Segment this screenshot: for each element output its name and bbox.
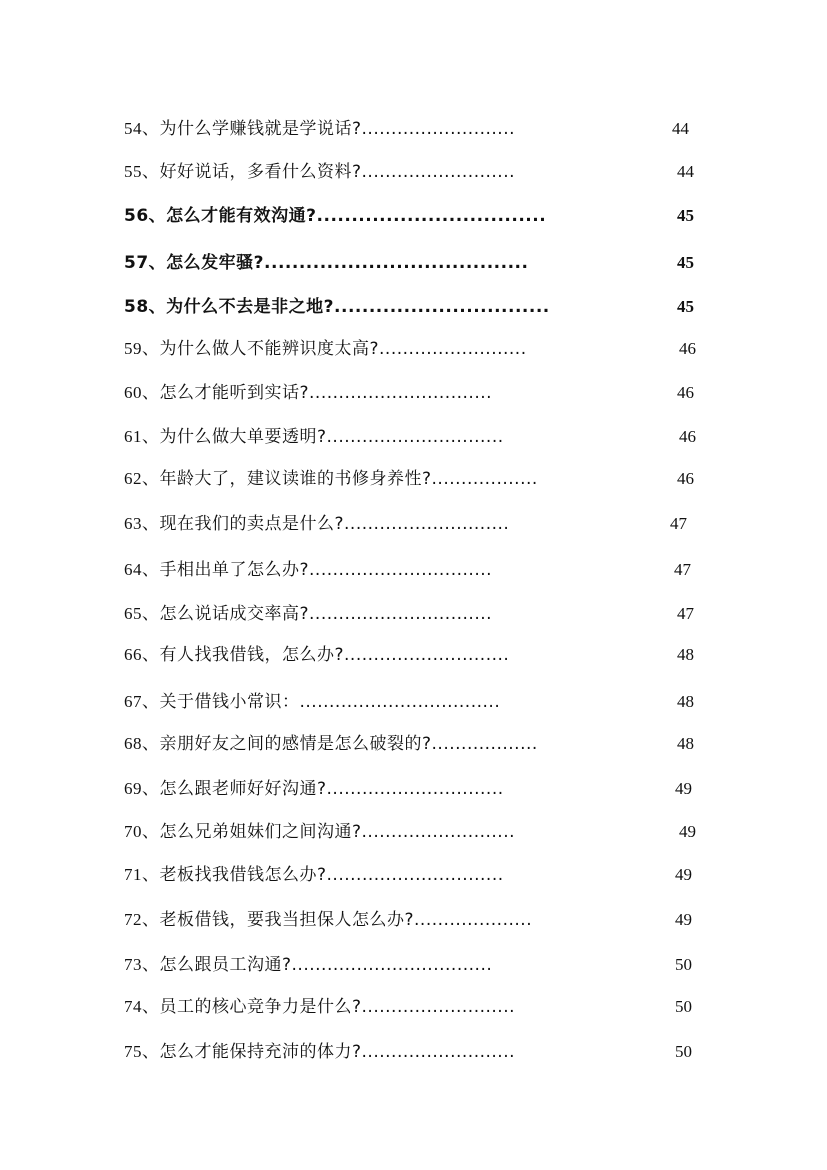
toc-entry-text: 关于借钱小常识：.................................. bbox=[159, 692, 501, 712]
toc-entry-title: 60、怎么才能听到实话?............................... bbox=[124, 383, 493, 403]
toc-entry-text: 怎么跟员工沟通?.................................. bbox=[159, 955, 493, 975]
toc-entry bbox=[124, 950, 704, 980]
toc-entry-text: 手相出单了怎么办?............................... bbox=[159, 560, 493, 580]
toc-entry-number: 67 bbox=[124, 692, 142, 711]
toc-entry-number: 68 bbox=[124, 734, 142, 753]
toc-entry bbox=[124, 555, 704, 585]
toc-entry bbox=[124, 378, 704, 408]
toc-entry-page: 49 bbox=[675, 910, 692, 929]
toc-entry-title: 58、为什么不去是非之地?............................... bbox=[124, 297, 550, 317]
toc-entry bbox=[124, 422, 704, 452]
toc-entry-text: 怎么跟老师好好沟通?.............................. bbox=[159, 779, 504, 799]
toc-entry-number: 66 bbox=[124, 645, 142, 664]
toc-entry bbox=[124, 729, 704, 759]
toc-entry-title: 66、有人找我借钱，怎么办?............................ bbox=[124, 645, 510, 665]
toc-entry-number: 63 bbox=[124, 514, 142, 533]
toc-entry-page: 44 bbox=[677, 162, 694, 181]
toc-entry-text: 怎么兄弟姐妹们之间沟通?.......................... bbox=[159, 822, 516, 842]
toc-entry-title: 72、老板借钱，要我当担保人怎么办?.................... bbox=[124, 910, 533, 930]
toc-entry-number: 57 bbox=[124, 253, 149, 273]
toc-entry-number: 56 bbox=[124, 206, 149, 226]
toc-entry-title: 54、为什么学赚钱就是学说话?.......................... bbox=[124, 119, 516, 139]
toc-entry-text: 好好说话，多看什么资料?.......................... bbox=[159, 162, 516, 182]
toc-entry-number: 71 bbox=[124, 865, 142, 884]
toc-entry-title: 73、怎么跟员工沟通?.................................. bbox=[124, 955, 493, 975]
toc-entry-page: 44 bbox=[672, 119, 689, 138]
toc-entry bbox=[124, 1037, 704, 1067]
toc-entry bbox=[124, 599, 704, 629]
toc-entry-title: 67、关于借钱小常识：.................................. bbox=[124, 692, 501, 712]
toc-entry-page: 49 bbox=[675, 779, 692, 798]
toc-entry-text: 怎么说话成交率高?............................... bbox=[159, 604, 493, 624]
toc-entry-number: 58 bbox=[124, 297, 149, 317]
toc-entry bbox=[124, 640, 704, 670]
toc-entry-text: 老板找我借钱怎么办?.............................. bbox=[159, 865, 504, 885]
toc-entry-page: 50 bbox=[675, 1042, 692, 1061]
toc-entry-page: 45 bbox=[677, 297, 694, 316]
toc-entry-text: 怎么才能保持充沛的体力?.......................... bbox=[159, 1042, 516, 1062]
toc-entry-title: 62、年龄大了，建议读谁的书修身养性?.................. bbox=[124, 469, 538, 489]
toc-entry-page: 50 bbox=[675, 997, 692, 1016]
toc-entry bbox=[124, 292, 704, 322]
toc-entry-title: 68、亲朋好友之间的感情是怎么破裂的?.................. bbox=[124, 734, 538, 754]
toc-entry-title: 61、为什么做大单要透明?.............................. bbox=[124, 427, 504, 447]
toc-entry-number: 54 bbox=[124, 119, 142, 138]
toc-entry-title: 75、怎么才能保持充沛的体力?.......................... bbox=[124, 1042, 516, 1062]
toc-entry-title: 63、现在我们的卖点是什么?............................ bbox=[124, 514, 510, 534]
toc-entry-number: 72 bbox=[124, 910, 142, 929]
toc-entry-number: 69 bbox=[124, 779, 142, 798]
toc-entry-number: 74 bbox=[124, 997, 142, 1016]
toc-entry-number: 59 bbox=[124, 339, 142, 358]
toc-entry-text: 亲朋好友之间的感情是怎么破裂的?.................. bbox=[159, 734, 538, 754]
toc-entry-page: 46 bbox=[677, 469, 694, 488]
toc-entry-page: 50 bbox=[675, 955, 692, 974]
toc-entry-number: 61 bbox=[124, 427, 142, 446]
toc-entry bbox=[124, 157, 704, 187]
toc-entry bbox=[124, 464, 704, 494]
toc-entry-text: 为什么做大单要透明?.............................. bbox=[159, 427, 504, 447]
toc-entry-number: 55 bbox=[124, 162, 142, 181]
toc-entry-number: 65 bbox=[124, 604, 142, 623]
toc-entry-text: 员工的核心竞争力是什么?.......................... bbox=[159, 997, 516, 1017]
toc-entry-text: 现在我们的卖点是什么?............................ bbox=[159, 514, 510, 534]
toc-entry bbox=[124, 509, 704, 539]
toc-entry-number: 60 bbox=[124, 383, 142, 402]
toc-entry-page: 49 bbox=[675, 865, 692, 884]
toc-entry bbox=[124, 248, 704, 278]
toc-entry-title: 57、怎么发牢骚?...................................... bbox=[124, 253, 529, 273]
toc-entry-title: 71、老板找我借钱怎么办?.............................. bbox=[124, 865, 504, 885]
toc-entry-text: 为什么不去是非之地?............................... bbox=[166, 297, 550, 317]
toc-entry-page: 49 bbox=[679, 822, 696, 841]
toc-entry-title: 56、怎么才能有效沟通?................................. bbox=[124, 206, 547, 226]
toc-entry-page: 47 bbox=[670, 514, 687, 533]
toc-entry bbox=[124, 201, 704, 231]
toc-entry bbox=[124, 774, 704, 804]
toc-entry bbox=[124, 860, 704, 890]
toc-entry-text: 老板借钱，要我当担保人怎么办?.................... bbox=[159, 910, 533, 930]
toc-entry bbox=[124, 334, 704, 364]
toc-entry-number: 64 bbox=[124, 560, 142, 579]
toc-entry-title: 74、员工的核心竞争力是什么?.......................... bbox=[124, 997, 516, 1017]
toc-entry-title: 55、好好说话，多看什么资料?.......................... bbox=[124, 162, 516, 182]
toc-entry-page: 45 bbox=[677, 206, 694, 225]
toc-entry-title: 65、怎么说话成交率高?............................... bbox=[124, 604, 493, 624]
toc-entry-page: 46 bbox=[677, 383, 694, 402]
toc-entry-page: 45 bbox=[677, 253, 694, 272]
toc-entry-page: 48 bbox=[677, 692, 694, 711]
toc-entry-title: 59、为什么做人不能辨识度太高?......................... bbox=[124, 339, 527, 359]
toc-entry-page: 46 bbox=[679, 339, 696, 358]
toc-entry-number: 73 bbox=[124, 955, 142, 974]
toc-entry-page: 46 bbox=[679, 427, 696, 446]
toc-entry-page: 48 bbox=[677, 734, 694, 753]
toc-entry bbox=[124, 687, 704, 717]
toc-entry-text: 怎么发牢骚?...................................... bbox=[166, 253, 529, 273]
toc-entry-text: 有人找我借钱，怎么办?............................ bbox=[159, 645, 510, 665]
toc-entry-title: 64、手相出单了怎么办?............................... bbox=[124, 560, 493, 580]
toc-entry-text: 年龄大了，建议读谁的书修身养性?.................. bbox=[159, 469, 538, 489]
toc-entry-text: 为什么学赚钱就是学说话?.......................... bbox=[159, 119, 516, 139]
toc-entry-page: 47 bbox=[677, 604, 694, 623]
toc-entry-number: 75 bbox=[124, 1042, 142, 1061]
toc-entry-text: 怎么才能有效沟通?................................. bbox=[166, 206, 547, 226]
toc-entry-page: 48 bbox=[677, 645, 694, 664]
toc-entry-page: 47 bbox=[674, 560, 691, 579]
toc-entry-number: 70 bbox=[124, 822, 142, 841]
toc-entry bbox=[124, 905, 704, 935]
toc-entry bbox=[124, 114, 704, 144]
toc-entry-text: 怎么才能听到实话?............................... bbox=[159, 383, 493, 403]
toc-entry bbox=[124, 992, 704, 1022]
toc-entry-title: 69、怎么跟老师好好沟通?.............................. bbox=[124, 779, 504, 799]
toc-entry bbox=[124, 817, 704, 847]
toc-entry-number: 62 bbox=[124, 469, 142, 488]
toc-entry-title: 70、怎么兄弟姐妹们之间沟通?.......................... bbox=[124, 822, 516, 842]
toc-entry-text: 为什么做人不能辨识度太高?......................... bbox=[159, 339, 527, 359]
